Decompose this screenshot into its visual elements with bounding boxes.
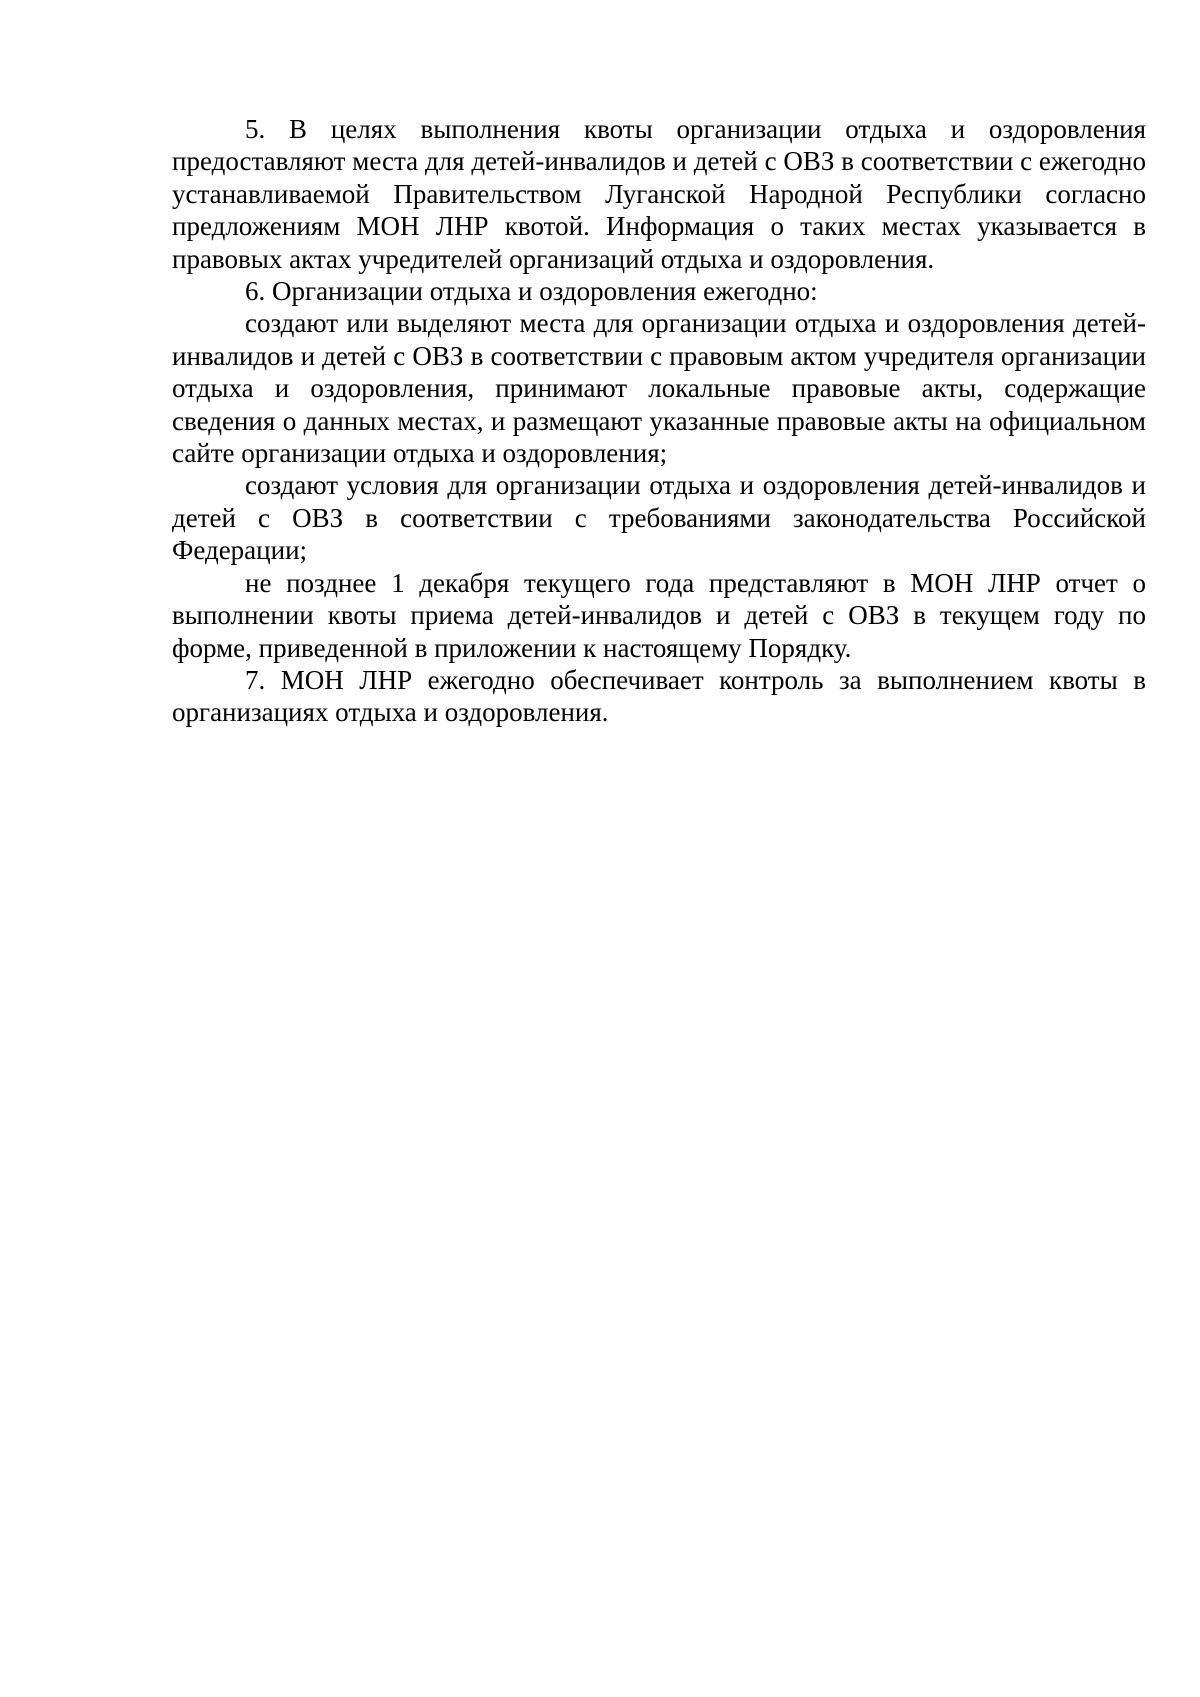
paragraph-item-5: 5. В целях выполнения квоты организации отдыха и оздоровления предоставляют места для детей-инвалидов и детей с ОВЗ в соответствии с ежегодно устанавливаемой Правительством Луганской Народной Республики согласно предложениям МОН ЛНР квотой. Информация о таких местах указывается в правовых актах учредителей организаций отдыха и оздоровления. (172, 114, 1146, 274)
paragraph-sub-report: не позднее 1 декабря текущего года представляют в МОН ЛНР отчет о выполнении квоты приема детей-инвалидов и детей с ОВЗ в текущем году по форме, приведенной в приложении к настоящему Порядку. (172, 567, 1146, 663)
paragraph-item-7: 7. МОН ЛНР ежегодно обеспечивает контроль за выполнением квоты в организациях отдыха и оздоровления. (172, 664, 1146, 728)
paragraph-sub-places: создают или выделяют места для организации отдыха и оздоровления детей-инвалидов и детей с ОВЗ в соответствии с правовым актом учредителя организации отдыха и оздоровления, принимают локальные правовые акты, содержащие сведения о данных местах, и размещают указанные правовые акты на официальном сайте организации отдыха и оздоровления; (172, 308, 1146, 469)
paragraph-sub-conditions: создают условия для организации отдыха и оздоровления детей-инвалидов и детей с ОВЗ в соответствии с требованиями законодательства Российской Федерации; (172, 470, 1146, 566)
document-body (172, 113, 1146, 729)
paragraph-item-6: 6. Организации отдыха и оздоровления ежегодно: (245, 276, 818, 307)
